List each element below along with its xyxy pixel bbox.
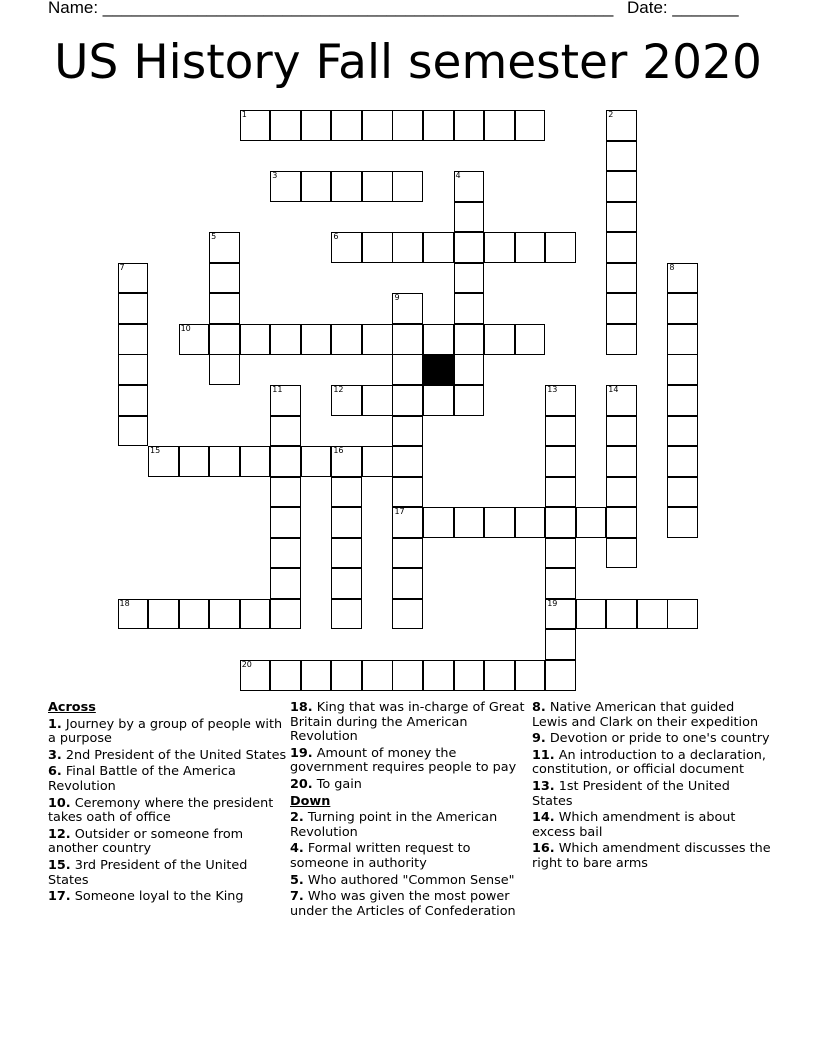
grid-cell[interactable] [118,354,149,385]
clue-number-label: 14 [608,384,619,394]
grid-cell[interactable] [392,446,423,477]
grid-cell[interactable] [667,599,698,630]
grid-cell[interactable] [392,324,423,355]
grid-cell[interactable] [209,354,240,385]
grid-cell[interactable] [331,599,362,630]
grid-cell[interactable] [423,660,454,691]
grid-cell[interactable] [118,263,149,294]
grid-cell[interactable] [392,599,423,630]
clue-item [48,765,288,794]
grid-cell[interactable] [362,171,393,202]
grid-cell[interactable] [606,477,637,508]
down-heading: Down [290,793,331,809]
grid-cell[interactable] [362,385,393,416]
grid-cell[interactable] [667,477,698,508]
grid-cell[interactable] [606,324,637,355]
clue-text: Formal written request to someone in authority [290,841,471,871]
grid-cell[interactable] [667,263,698,294]
grid-cell[interactable] [423,110,454,141]
clue-number: 12. [48,826,71,842]
grid-cell[interactable] [667,354,698,385]
grid-cell[interactable] [606,446,637,477]
grid-cell[interactable] [667,293,698,324]
clue-number: 10. [48,795,71,811]
grid-cell[interactable] [392,660,423,691]
grid-cell[interactable] [545,385,576,416]
clue-item [48,797,288,826]
grid-cell[interactable] [545,416,576,447]
grid-cell[interactable] [576,507,607,538]
grid-cell[interactable] [545,538,576,569]
grid-cell[interactable] [454,385,485,416]
clue-number-label: 13 [547,384,558,394]
name-field-label: Name: ______________________________________________________ [48,0,614,17]
clue-number: 8. [532,700,546,715]
grid-cell[interactable] [606,599,637,630]
clue-number-label: 2 [608,110,614,119]
clue-number-label: 11 [272,384,283,394]
grid-cell[interactable] [240,446,271,477]
grid-cell[interactable] [301,324,332,355]
clue-number: 14. [532,810,555,826]
grid-cell[interactable] [545,599,576,630]
grid-cell[interactable] [606,171,637,202]
grid-cell[interactable] [545,477,576,508]
clue-number-label: 7 [119,262,125,272]
grid-cell[interactable] [606,416,637,447]
grid-cell[interactable] [270,507,301,538]
clue-number-label: 4 [455,171,461,181]
grid-cell[interactable] [270,660,301,691]
grid-cell[interactable] [362,324,393,355]
clue-column-2 [290,701,530,921]
clue-number: 6. [48,764,62,780]
grid-cell[interactable] [301,446,332,477]
clue-number-label: 6 [333,232,339,242]
grid-cell[interactable] [545,446,576,477]
grid-cell[interactable] [240,599,271,630]
grid-cell[interactable] [667,507,698,538]
clue-number: 18. [290,700,313,715]
clue-text: Which amendment is about excess bail [532,810,736,840]
grid-cell[interactable] [270,599,301,630]
clue-number: 20. [290,776,313,792]
grid-cell[interactable] [331,568,362,599]
grid-cell[interactable] [606,202,637,233]
grid-cell[interactable] [423,385,454,416]
clue-text: Amount of money the government requires people to pay [290,745,517,776]
clue-item [532,811,772,840]
grid-cell[interactable] [667,416,698,447]
clue-text: Who authored "Common Sense" [303,872,515,888]
grid-cell[interactable] [454,202,485,233]
grid-cell[interactable] [606,293,637,324]
grid-cell[interactable] [484,660,515,691]
clue-item [290,811,530,840]
grid-cell[interactable] [392,171,423,202]
grid-cell[interactable] [270,477,301,508]
clue-number: 1. [48,716,62,732]
clue-number-label: 20 [241,659,252,669]
grid-cell[interactable] [179,599,210,630]
grid-cell[interactable] [515,324,546,355]
grid-cell[interactable] [270,446,301,477]
clue-column-1 [48,701,288,907]
grid-cell[interactable] [667,324,698,355]
clue-number: 13. [532,778,555,794]
grid-cell[interactable] [454,354,485,385]
clue-item [290,890,530,919]
clue-number-label: 12 [333,384,344,394]
grid-cell[interactable] [270,324,301,355]
clue-column-3 [532,701,772,874]
grid-cell[interactable] [301,660,332,691]
clue-text: To gain [312,776,362,792]
grid-cell[interactable] [515,507,546,538]
grid-cell[interactable] [576,599,607,630]
grid-cell[interactable] [362,232,393,263]
grid-cell[interactable] [209,446,240,477]
clue-number-label: 17 [394,507,405,517]
grid-cell[interactable] [392,354,423,385]
grid-cell[interactable] [179,446,210,477]
clue-number-label: 9 [394,293,400,303]
across-heading: Across [48,700,96,715]
grid-cell[interactable] [606,385,637,416]
clue-number: 5. [290,872,304,888]
grid-cell[interactable] [331,507,362,538]
grid-cell[interactable] [209,293,240,324]
clue-text: Someone loyal to the King [70,889,244,905]
grid-cell[interactable] [392,477,423,508]
clue-text: Ceremony where the president takes oath of office [48,795,274,826]
grid-cell[interactable] [240,110,271,141]
grid-cell[interactable] [454,110,485,141]
grid-cell[interactable] [606,538,637,569]
grid-cell[interactable] [270,385,301,416]
grid-cell[interactable] [209,324,240,355]
clue-text: Journey by a group of people with a purpose [48,716,283,747]
grid-cell[interactable] [301,171,332,202]
grid-cell[interactable] [331,324,362,355]
clue-number: 11. [532,747,555,763]
grid-cell[interactable] [545,568,576,599]
clue-item [48,890,288,905]
clue-text: Devotion or pride to one's country [545,731,770,747]
grid-cell[interactable] [362,446,393,477]
clue-number: 17. [48,889,71,905]
clue-item [290,701,530,745]
grid-cell[interactable] [392,293,423,324]
clue-item [532,701,772,730]
grid-cell[interactable] [423,232,454,263]
grid-cell[interactable] [515,660,546,691]
clue-item [532,749,772,778]
grid-cell[interactable] [362,110,393,141]
grid-cell[interactable] [331,446,362,477]
clue-item [48,749,288,764]
clue-number-label: 3 [272,171,278,181]
grid-cell[interactable] [209,232,240,263]
clue-number: 3. [48,747,62,763]
grid-cell[interactable] [606,232,637,263]
grid-cell[interactable] [270,538,301,569]
grid-cell[interactable] [179,324,210,355]
grid-cell[interactable] [301,110,332,141]
clue-number: 7. [290,889,304,905]
clue-text: Final Battle of the America Revolution [48,764,236,794]
clue-number-label: 10 [180,323,191,333]
clue-number-label: 18 [119,598,130,608]
clue-number: 19. [290,745,313,761]
grid-cell[interactable] [209,599,240,630]
grid-cell[interactable] [667,446,698,477]
grid-cell[interactable] [454,507,485,538]
clue-text: Outsider or someone from another country [48,826,244,857]
clue-text: 1st President of the United States [532,778,730,809]
grid-cell[interactable] [118,599,149,630]
grid-cell[interactable] [331,232,362,263]
clue-item [48,718,288,747]
clue-text: Who was given the most power under the Articles of Confederation [290,889,516,919]
clue-item [532,780,772,809]
grid-cell[interactable] [331,171,362,202]
grid-cell[interactable] [270,416,301,447]
clue-item [532,842,772,871]
grid-cell[interactable] [454,171,485,202]
clue-text: Native American that guided Lewis and Clark on their expedition [532,700,759,730]
grid-cell[interactable] [270,171,301,202]
clue-number: 2. [290,810,304,826]
clue-number-label: 1 [241,110,247,119]
across-clue-list-2 [290,701,530,793]
grid-cell[interactable] [118,293,149,324]
clue-item [532,732,772,747]
clue-item [290,842,530,871]
grid-cell[interactable] [454,660,485,691]
grid-cell[interactable] [148,446,179,477]
grid-cell[interactable] [118,416,149,447]
clue-text: Which amendment discusses the right to bare arms [532,841,771,871]
grid-cell[interactable] [331,477,362,508]
clue-number-label: 5 [211,232,217,242]
grid-cell[interactable] [484,324,515,355]
clue-number-label: 16 [333,446,344,456]
grid-cell[interactable] [484,110,515,141]
clue-number: 16. [532,841,555,857]
grid-cell[interactable] [423,324,454,355]
clue-text: 2nd President of the United States [61,747,287,763]
clue-text: Turning point in the American Revolution [290,810,498,840]
grid-cell[interactable] [423,507,454,538]
grid-cell[interactable] [606,507,637,538]
grid-cell[interactable] [606,110,637,141]
clue-item [290,874,530,889]
grid-cell[interactable] [118,385,149,416]
clue-text: An introduction to a declaration, constitution, or official document [532,747,766,778]
clue-number-label: 15 [150,446,161,456]
grid-cell[interactable] [118,324,149,355]
grid-cell[interactable] [148,599,179,630]
grid-cell[interactable] [270,568,301,599]
grid-cell[interactable] [392,507,423,538]
clue-item [290,778,530,793]
black-square [423,354,454,385]
grid-cell[interactable] [484,507,515,538]
grid-cell[interactable] [454,263,485,294]
grid-cell[interactable] [454,324,485,355]
clue-item [48,828,288,857]
grid-cell[interactable] [545,507,576,538]
clue-number-label: 19 [547,598,558,608]
grid-cell[interactable] [606,263,637,294]
clue-number: 4. [290,841,304,857]
across-clue-list-1 [48,718,288,905]
down-clue-list-2 [532,701,772,872]
page-title: US History Fall semester 2020 [54,35,762,90]
grid-cell[interactable] [454,232,485,263]
grid-cell[interactable] [515,110,546,141]
grid-cell[interactable] [331,538,362,569]
grid-cell[interactable] [484,232,515,263]
grid-cell[interactable] [606,141,637,172]
grid-cell[interactable] [392,538,423,569]
clue-number: 9. [532,731,546,747]
grid-cell[interactable] [240,660,271,691]
grid-cell[interactable] [545,232,576,263]
grid-cell[interactable] [331,385,362,416]
date-field-label: Date: _______ [627,0,739,17]
grid-cell[interactable] [209,263,240,294]
grid-cell[interactable] [515,232,546,263]
clue-number: 15. [48,857,71,873]
clue-text: King that was in-charge of Great Britain during the American Revolution [290,700,525,745]
grid-cell[interactable] [392,385,423,416]
grid-cell[interactable] [545,660,576,691]
grid-cell[interactable] [362,660,393,691]
down-clue-list-1 [290,811,530,919]
grid-cell[interactable] [240,324,271,355]
grid-cell[interactable] [331,110,362,141]
clue-number-label: 8 [669,262,675,272]
grid-cell[interactable] [454,293,485,324]
grid-cell[interactable] [667,385,698,416]
grid-cell[interactable] [331,660,362,691]
grid-cell[interactable] [637,599,668,630]
clue-item [290,747,530,776]
clue-item [48,859,288,888]
grid-cell[interactable] [392,568,423,599]
grid-cell[interactable] [270,110,301,141]
grid-cell[interactable] [545,629,576,660]
grid-cell[interactable] [392,110,423,141]
clue-text: 3rd President of the United States [48,857,248,888]
grid-cell[interactable] [392,232,423,263]
grid-cell[interactable] [392,416,423,447]
